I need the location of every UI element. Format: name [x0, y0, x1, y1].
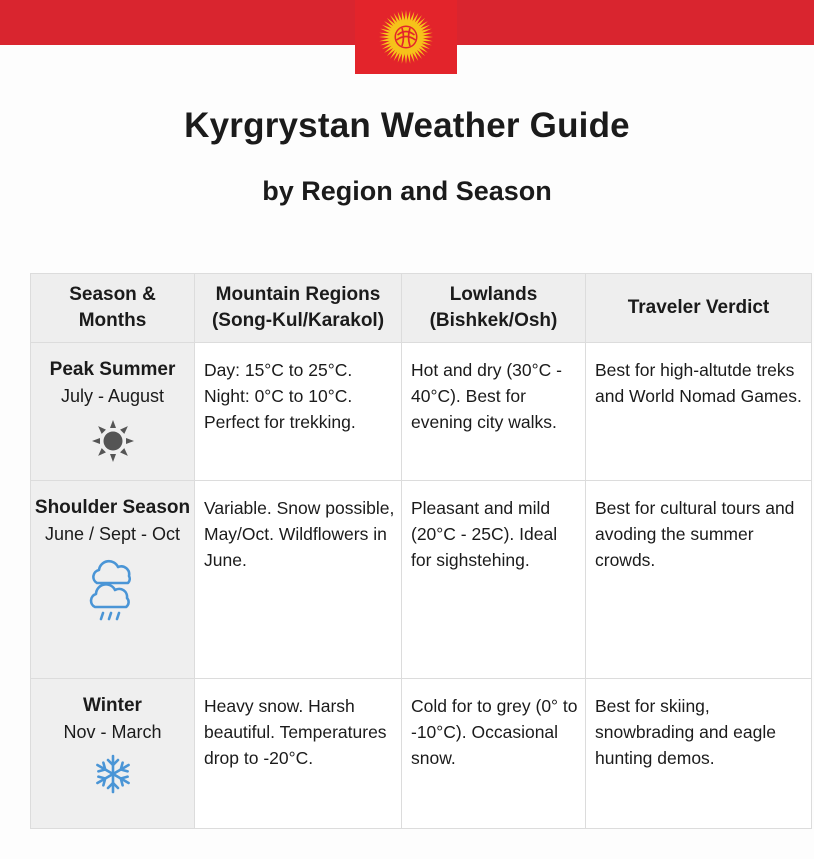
- season-cell: [31, 679, 195, 829]
- season-name: Winter: [83, 695, 142, 716]
- cloud-rain-icon: [85, 555, 141, 625]
- page-subtitle: by Region and Season: [262, 176, 552, 206]
- mountain-cell: Day: 15°C to 25°C. Night: 0°C to 10°C. Perfect for trekking.: [195, 343, 402, 481]
- season-months: June / Sept - Oct: [44, 524, 181, 544]
- mountain-cell: Variable. Snow possible, May/Oct. Wildflowers in June.: [195, 481, 402, 679]
- kyrgyzstan-flag: [355, 0, 457, 74]
- table-row: [31, 481, 812, 679]
- season-cell: [31, 481, 195, 679]
- season-name: Peak Summer: [49, 359, 176, 380]
- table-header-row: [31, 274, 812, 343]
- lowlands-cell: Cold for to grey (0° to -10°C). Occasional snow.: [402, 679, 586, 829]
- page-title: Kyrgrystan Weather Guide: [184, 106, 630, 145]
- flag-sun-emblem-icon: [377, 8, 435, 66]
- weather-table: [30, 273, 812, 829]
- season-months: July - August: [60, 386, 165, 406]
- season-months: Nov - March: [63, 722, 162, 742]
- verdict-cell: Best for cultural tours and avoding the summer crowds.: [586, 481, 812, 679]
- lowlands-cell: Pleasant and mild (20°C - 25C). Ideal for sighstehing.: [402, 481, 586, 679]
- season-cell: [31, 343, 195, 481]
- verdict-cell: Best for skiing, snowbrading and eagle hunting demos.: [586, 679, 812, 829]
- snowflake-icon: [92, 753, 134, 795]
- season-name: Shoulder Season: [34, 497, 191, 518]
- header-verdict: Traveler Verdict: [586, 274, 812, 343]
- header-mountain: Mountain Regions (Song-Kul/Karakol): [195, 274, 402, 343]
- header-season: Season & Months: [31, 274, 195, 343]
- table-row: [31, 679, 812, 829]
- verdict-cell: Best for high-altutde treks and World Nomad Games.: [586, 343, 812, 481]
- mountain-cell: Heavy snow. Harsh beautiful. Temperatures drop to -20°C.: [195, 679, 402, 829]
- lowlands-cell: Hot and dry (30°C - 40°C). Best for evening city walks.: [402, 343, 586, 481]
- table-row: [31, 343, 812, 481]
- header-lowlands: Lowlands (Bishkek/Osh): [402, 274, 586, 343]
- sun-icon: [89, 417, 137, 465]
